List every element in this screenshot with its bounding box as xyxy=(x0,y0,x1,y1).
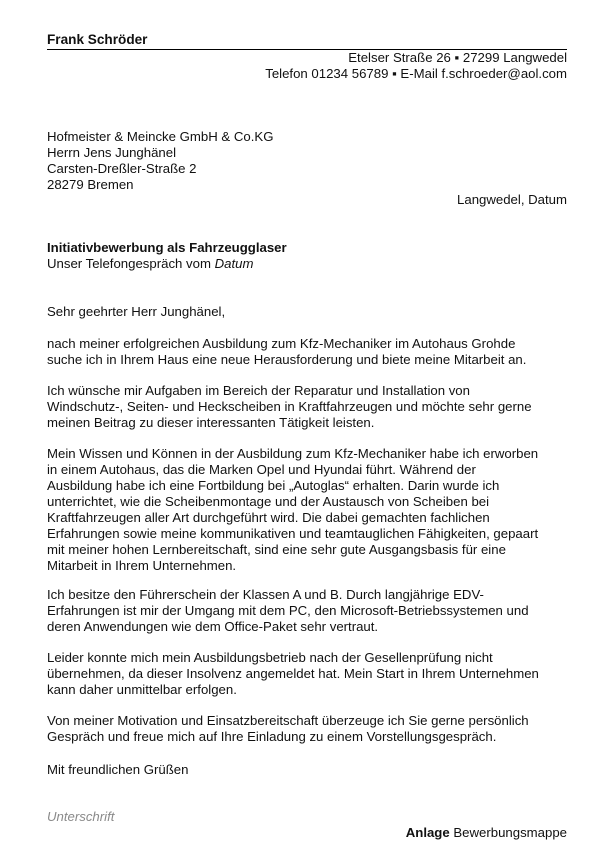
sender-address: Etelser Straße 26 ▪ 27299 Langwedel xyxy=(348,50,567,65)
paragraph-line: Ich wünsche mir Aufgaben im Bereich der Reparatur und Installation von xyxy=(47,383,470,398)
paragraph-line: übernehmen, da dieser Insolvenz angemeldet hat. Mein Start in Ihrem Unternehmen xyxy=(47,666,539,681)
paragraph-2 xyxy=(47,383,587,431)
paragraph-line: Ich besitze den Führerschein der Klassen A und B. Durch langjährige EDV- xyxy=(47,587,484,602)
paragraph-line: Kraftfahrzeugen aller Art durchgeführt wird. Die dabei gemachten fachlichen xyxy=(47,510,490,525)
paragraph-line: deren Anwendungen wie dem Office-Paket sehr vertraut. xyxy=(47,619,379,634)
recipient-address xyxy=(47,129,273,193)
paragraph-line: Erfahrungen ist mir der Umgang mit dem PC, den Microsoft-Betriebssystemen und xyxy=(47,603,529,618)
subject-reference-prefix: Unser Telefongespräch vom xyxy=(47,256,215,271)
paragraph-line: Gespräch und freue mich auf Ihre Einladung zu einem Vorstellungsgespräch. xyxy=(47,729,497,744)
subject-reference xyxy=(47,256,253,272)
paragraph-line: Erfahrungen sowie meine kommunikativen und teamtauglichen Fähigkeiten, gepaart xyxy=(47,526,539,541)
sender-name: Frank Schröder xyxy=(47,32,567,50)
enclosure xyxy=(406,825,567,841)
recipient-company: Hofmeister & Meincke GmbH & Co.KG xyxy=(47,129,274,144)
paragraph-4 xyxy=(47,587,587,635)
recipient-street: Carsten-Dreßler-Straße 2 xyxy=(47,161,197,176)
paragraph-line: Mein Wissen und Können in der Ausbildung zum Kfz-Mechaniker habe ich erworben xyxy=(47,446,539,461)
paragraph-6 xyxy=(47,713,587,745)
paragraph-line: nach meiner erfolgreichen Ausbildung zum Kfz-Mechaniker im Autohaus Grohde xyxy=(47,336,516,351)
paragraph-1 xyxy=(47,336,587,368)
closing: Mit freundlichen Grüßen xyxy=(47,762,189,777)
paragraph-line: meinen Beitrag zu dieser interessanten Tätigkeit leisten. xyxy=(47,415,375,430)
subject-title: Initiativbewerbung als Fahrzeugglaser xyxy=(47,240,287,255)
recipient-city: 28279 Bremen xyxy=(47,177,134,192)
signature-placeholder: Unterschrift xyxy=(47,809,115,824)
paragraph-line: Leider konnte mich mein Ausbildungsbetrieb nach der Gesellenprüfung nicht xyxy=(47,650,493,665)
sender-contact: Telefon 01234 56789 ▪ E-Mail f.schroeder@aol.com xyxy=(265,66,567,81)
subject-reference-date: Datum xyxy=(214,256,254,271)
paragraph-line: mit meiner hohen Lernbereitschaft, sind eine sehr gute Ausgangsbasis für eine xyxy=(47,542,506,557)
paragraph-line: unterrichtet, wie die Scheibenmontage und der Austausch von Scheiben bei xyxy=(47,494,490,509)
paragraph-line: in einem Autohaus, das die Marken Opel und Hyundai führt. Während der xyxy=(47,462,476,477)
paragraph-line: Ausbildung habe ich eine Fortbildung bei „Autoglas“ erhalten. Darin wurde ich xyxy=(47,478,500,493)
place-date: Langwedel, Datum xyxy=(457,192,567,207)
paragraph-line: suche ich in Ihrem Haus eine neue Herausforderung und biete meine Mitarbeit an. xyxy=(47,352,527,367)
salutation: Sehr geehrter Herr Junghänel, xyxy=(47,304,226,319)
paragraph-line: Von meiner Motivation und Einsatzbereitschaft überzeuge ich Sie gerne persönlich xyxy=(47,713,529,728)
recipient-person: Herrn Jens Junghänel xyxy=(47,145,177,160)
paragraph-line: Windschutz-, Seiten- und Heckscheiben in Kraftfahrzeugen und möchte sehr gerne xyxy=(47,399,532,414)
enclosure-label: Anlage xyxy=(405,825,450,840)
paragraph-5 xyxy=(47,650,587,698)
enclosure-value: Bewerbungsmappe xyxy=(449,825,567,840)
paragraph-line: Mitarbeit in Ihrem Unternehmen. xyxy=(47,558,237,573)
paragraph-3 xyxy=(47,446,587,574)
paragraph-line: kann daher unmittelbar erfolgen. xyxy=(47,682,237,697)
